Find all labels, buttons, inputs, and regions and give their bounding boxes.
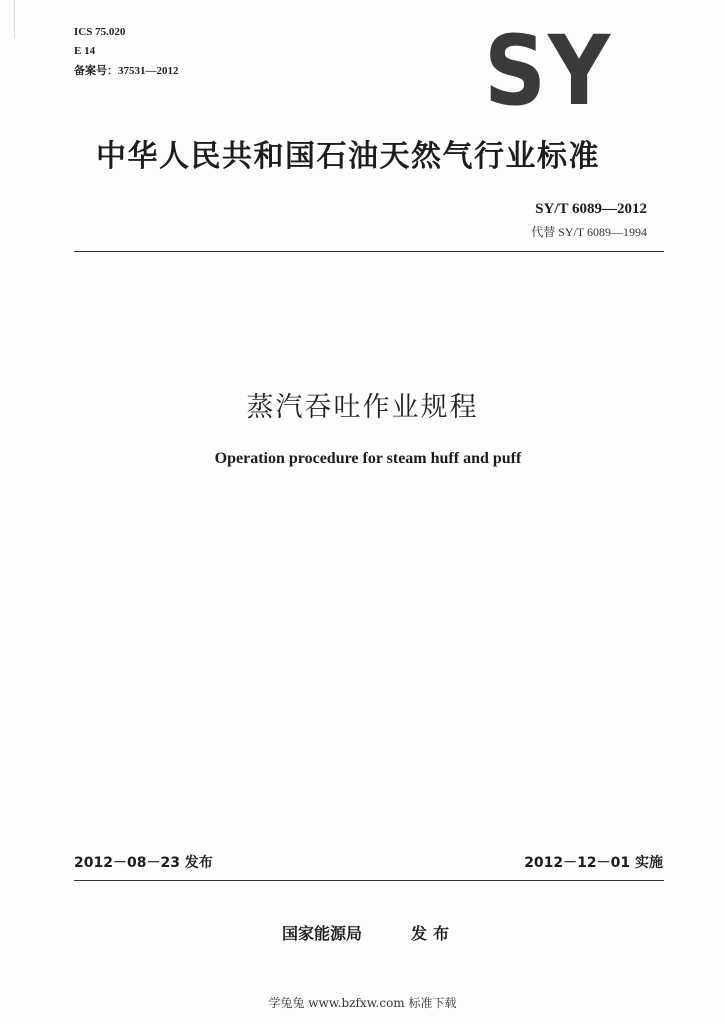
bottom-divider (74, 880, 664, 881)
watermark-text: 学兔兔 www.bzfxw.com 标准下载 (268, 996, 457, 1010)
ics-code: ICS 75.020 (74, 26, 126, 38)
top-divider (74, 251, 664, 252)
record-number: 备案号：37531—2012 (74, 65, 179, 77)
standard-number: SY/T 6089—2012 (535, 201, 647, 217)
authority-title: 中华人民共和国石油天然气行业标准 (96, 139, 600, 174)
sy-logo (482, 32, 614, 112)
title-english: Operation procedure for steam huff and puff (214, 450, 522, 467)
classification-code: E 14 (74, 45, 96, 57)
publisher-action: 发布 (411, 924, 456, 943)
sy-logo-text: SY (484, 32, 612, 112)
scan-edge-mark (14, 0, 15, 38)
issue-date: 2012－08－23 发布 (74, 855, 213, 871)
title-chinese: 蒸汽吞吐作业规程 (246, 392, 479, 423)
implementation-date: 2012－12－01 实施 (524, 855, 663, 871)
replaces-standard: 代替 SY/T 6089—1994 (531, 225, 647, 239)
publisher-name: 国家能源局 (282, 924, 363, 943)
